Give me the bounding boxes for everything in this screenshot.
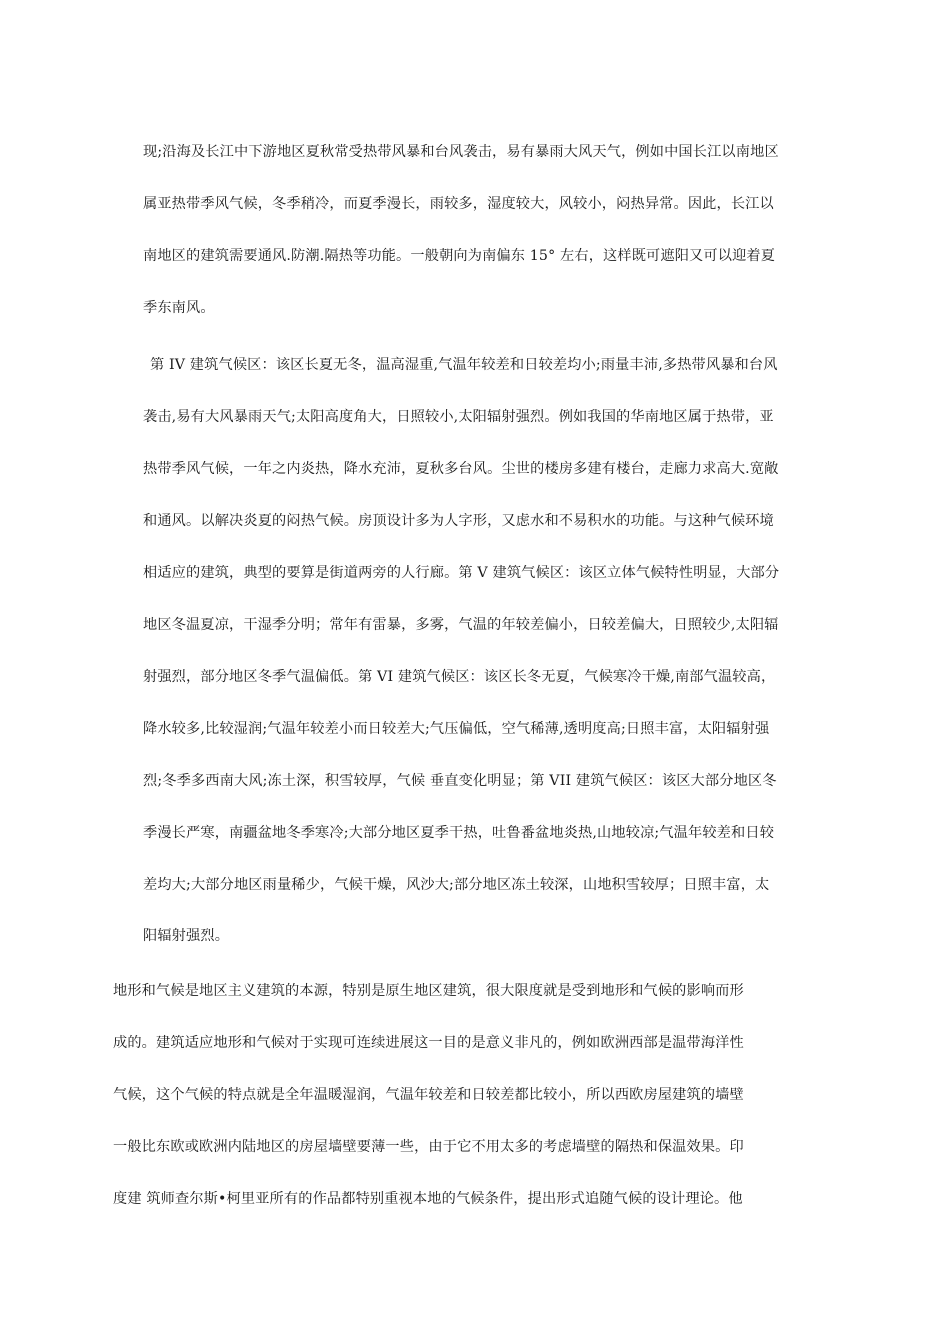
text-line: 和通风。以解决炎夏的闷热气候。房顶设计多为人字形，又虑水和不易积水的功能。与这种气候环境	[143, 513, 774, 529]
text-line: 阳辐射强烈。	[143, 928, 230, 944]
text-line: 季漫长严寒，南疆盆地冬季寒冷;大部分地区夏季干热，吐鲁番盆地炎热,山地较凉;气温年较差和日较	[143, 825, 775, 841]
text-line: 射强烈，部分地区冬季气温偏低。第 VI 建筑气候区：该区长冬无夏，气候寒冷干燥,南部气温较高，	[143, 669, 776, 685]
text-line: 热带季风气候，一年之内炎热，降水充沛，夏秋多台风。尘世的楼房多建有楼台，走廊力求高大.宽敞	[143, 461, 779, 477]
text-line: 袭击,易有大风暴雨天气;太阳高度角大，日照较小,太阳辐射强烈。例如我国的华南地区属于热带，亚	[143, 409, 774, 425]
text-line: 差均大;大部分地区雨量稀少，气候干燥，风沙大;部分地区冻土较深，山地积雪较厚；日照丰富，太	[143, 877, 770, 893]
text-line: 度建 筑师查尔斯•柯里亚所有的作品都特别重视本地的气候条件，提出形式追随气候的设计理论。他	[113, 1191, 743, 1207]
text-line: 气候，这个气候的特点就是全年温暖湿润，气温年较差和日较差都比较小，所以西欧房屋建筑的墙壁	[113, 1087, 744, 1103]
text-line: 地区冬温夏凉，干湿季分明；常年有雷暴，多雾，气温的年较差偏小，日较差偏大，日照较少,太阳辐	[143, 617, 779, 633]
text-line: 地形和气候是地区主义建筑的本源，特别是原生地区建筑，很大限度就是受到地形和气候的影响而形	[113, 983, 744, 999]
text-line: 现;沿海及长江中下游地区夏秋常受热带风暴和台风袭击，易有暴雨大风天气，例如中国长江以南地区	[143, 144, 779, 160]
text-line: 一般比东欧或欧洲内陆地区的房屋墙壁要薄一些，由于它不用太多的考虑墙壁的隔热和保温效果。印	[113, 1139, 744, 1155]
text-line: 相适应的建筑，典型的要算是街道两旁的人行廊。第 V 建筑气候区：该区立体气候特性明显，大部分	[143, 565, 780, 581]
text-line: 南地区的建筑需要通风.防潮.隔热等功能。一般朝向为南偏东 15° 左右，这样既可遮阳又可以迎着夏	[143, 248, 776, 264]
text-line: 第 IV 建筑气候区：该区长夏无冬，温高湿重,气温年较差和日较差均小;雨量丰沛,多热带风暴和台风	[150, 357, 778, 373]
text-line: 属亚热带季风气候，冬季稍冷，而夏季漫长，雨较多，湿度较大，风较小，闷热异常。因此，长江以	[143, 196, 774, 212]
text-line: 烈;冬季多西南大风;冻土深，积雪较厚，气候 垂直变化明显；第 VII 建筑气候区：该区大部分地区冬	[143, 773, 777, 789]
text-line: 成的。建筑适应地形和气候对于实现可连续进展这一目的是意义非凡的，例如欧洲西部是温带海洋性	[113, 1035, 744, 1051]
text-line: 季东南风。	[143, 300, 215, 316]
text-line: 降水较多,比较湿润;气温年较差小而日较差大;气压偏低，空气稀薄,透明度高;日照丰富，太阳辐射强	[143, 721, 770, 737]
